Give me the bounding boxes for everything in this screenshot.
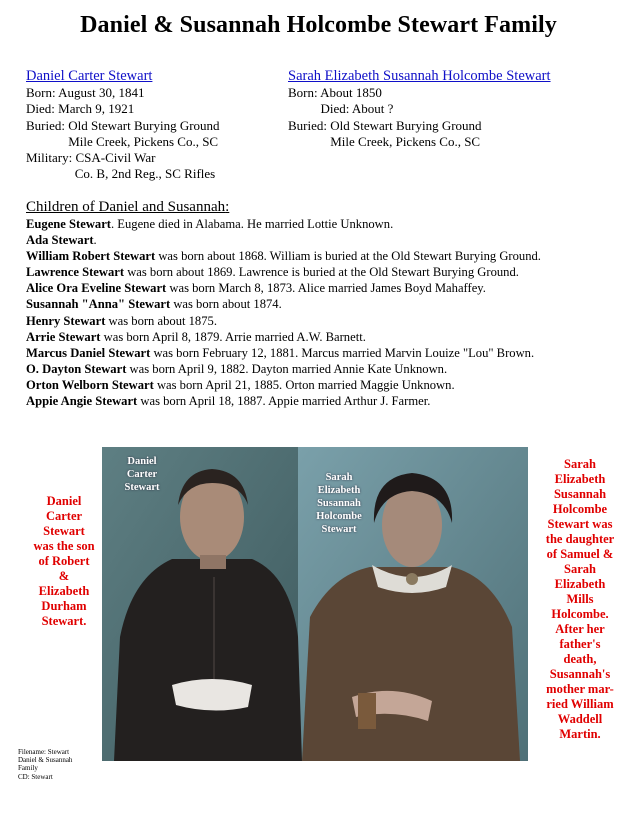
list-item: William Robert Stewart was born about 1868. William is buried at the Old Stewart Burying Ground. — [26, 249, 541, 264]
photo-label-daniel: Daniel Carter Stewart — [124, 456, 160, 493]
photo-label-sarah: Sarah Elizabeth Susannah Holcombe Stewart — [316, 472, 362, 535]
list-item: Arrie Stewart was born April 8, 1879. Arrie married A.W. Barnett. — [26, 329, 366, 344]
list-item: Lawrence Stewart was born about 1869. Lawrence is buried at the Old Stewart Burying Ground. — [26, 265, 519, 280]
husband-died: Died: March 9, 1921 — [26, 101, 135, 117]
list-item: O. Dayton Stewart was born April 9, 1882. Dayton married Annie Kate Unknown. — [26, 361, 448, 376]
caption-sarah: Sarah Elizabeth Susannah Holcombe Stewart was the daughter of Samuel & Sarah Elizabeth Mills Holcombe. After her father's death, Susannah's mother mar- ried William Waddell Martin. — [545, 457, 615, 741]
husband-info — [26, 68, 286, 183]
wife-died: Died: About ? — [288, 101, 394, 117]
list-item: Marcus Daniel Stewart was born February 12, 1881. Marcus married Marvin Louize "Lou" Brown. — [26, 345, 535, 360]
husband-military: Military: CSA-Civil War — [26, 150, 156, 166]
husband-born: Born: August 30, 1841 — [26, 85, 145, 100]
wife-buried-place: Mile Creek, Pickens Co., SC — [288, 133, 481, 149]
wife-info — [288, 68, 628, 150]
children-list — [26, 216, 626, 409]
list-item: Alice Ora Eveline Stewart was born March 8, 1873. Alice married James Boyd Mahaffey. — [26, 281, 486, 296]
list-item: Eugene Stewart. Eugene died in Alabama. He married Lottie Unknown. — [26, 217, 394, 231]
husband-military-unit: Co. B, 2nd Reg., SC Rifles — [26, 166, 216, 182]
list-item: Susannah "Anna" Stewart was born about 1874. — [26, 297, 282, 312]
wife-buried: Buried: Old Stewart Burying Ground — [288, 117, 482, 133]
list-item: Ada Stewart. — [26, 233, 97, 248]
wife-born: Born: About 1850 — [288, 85, 382, 100]
list-item: Orton Welborn Stewart was born April 21, 1885. Orton married Maggie Unknown. — [26, 377, 455, 392]
children-heading: Children of Daniel and Susannah: — [26, 199, 230, 215]
husband-buried: Buried: Old Stewart Burying Ground — [26, 117, 220, 133]
husband-buried-place: Mile Creek, Pickens Co., SC — [26, 133, 219, 149]
list-item: Appie Angie Stewart was born April 18, 1887. Appie married Arthur J. Farmer. — [26, 394, 431, 409]
wife-name-link[interactable]: Sarah Elizabeth Susannah Holcombe Stewart — [288, 68, 551, 84]
file-info: Filename: Stewart Daniel & Susannah Family CD: Stewart — [18, 748, 73, 781]
caption-daniel: Daniel Carter Stewart was the son of Robert & Elizabeth Durham Stewart. — [33, 494, 95, 628]
page-title: Daniel & Susannah Holcombe Stewart Family — [80, 12, 557, 38]
husband-name-link[interactable]: Daniel Carter Stewart — [26, 68, 153, 84]
family-portrait-photo — [102, 447, 528, 761]
list-item: Henry Stewart was born about 1875. — [26, 313, 217, 328]
